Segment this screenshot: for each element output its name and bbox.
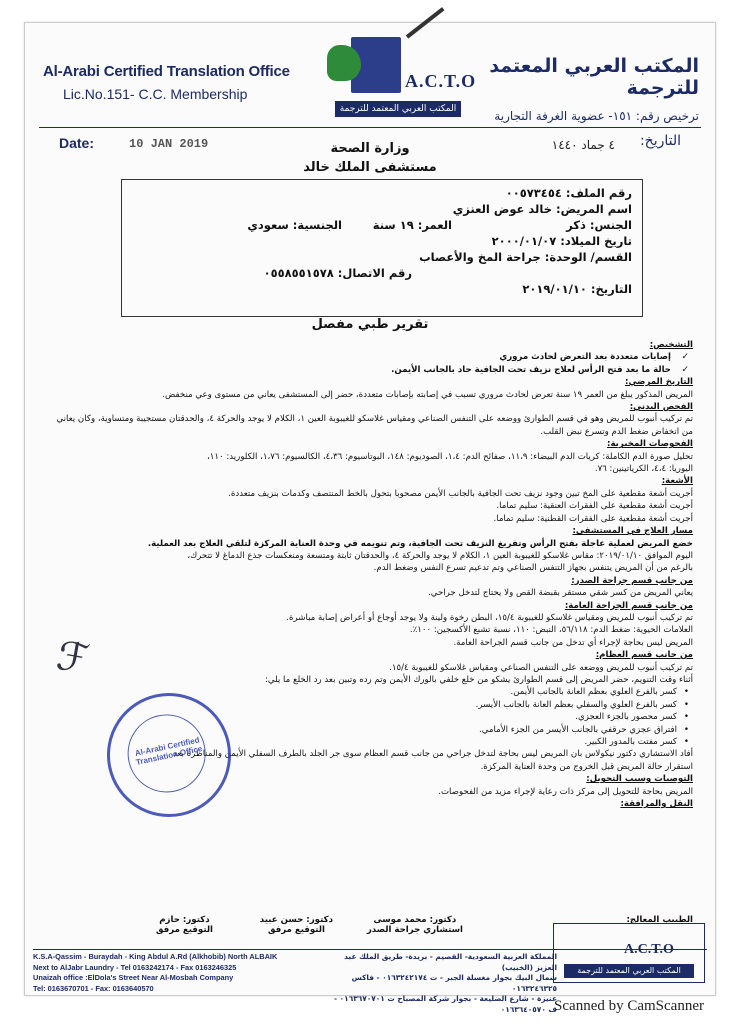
license-english: Lic.No.151- C.C. Membership — [63, 86, 248, 102]
patient-contact: رقم الاتصال: ٠٥٥٨٥٥١٥٧٨ — [263, 266, 412, 280]
handwritten-signature-mark: ℱ — [53, 632, 93, 684]
patient-info-box — [121, 179, 643, 317]
footer-en-line: Tel: 0163670701 - Fax: 0163640570 — [33, 983, 154, 993]
treating-doctor-label: الطبيب المعالج: — [626, 915, 693, 925]
office-name-arabic: المكتب العربي المعتمد للترجمة — [489, 55, 699, 99]
date-label-english: Date: — [59, 135, 95, 151]
course-text: اليوم الموافق ٢٠١٩/٠١/١٠: مقاس غلاسكو للغيبوبة العين ١، الكلام لا يوجد والحركة ٤، والحدقتان ثابتة ومتسعة ومنعكسات جذع الدماغ لا تتحرك، — [187, 550, 693, 561]
footer-en-line: K.S.A-Qassim - Buraydah - King Abdul A.Rd (Alkhobib) North ALBAIK — [33, 952, 278, 961]
exam-heading: الفحص البدني: — [629, 402, 693, 413]
orthopedics-text: أفاد الاستشاري دكتور نيكولاس بان المريض ليس بحاجة لتدخل جراحي من جانب قسم العظام سوى جر الجلد بالطرف السفلي الأيمن والمناظرة بعد — [172, 749, 693, 760]
diagnosis-heading: التشخيص: — [649, 340, 693, 350]
fracture-item: • افتراق عجزي حرقفي بالجانب الأيسر من الجزء الأمامي. — [47, 724, 693, 736]
diagnosis-item: ✓ حالة ما بعد فتح الرأس لعلاج نزيف تحت الجافية حاد بالجانب الأيمن. — [47, 364, 693, 376]
signature-block: دكتور: حازم التوقيع مرفق — [155, 915, 213, 935]
patient-gender: الجنس: ذكر — [566, 218, 632, 232]
logo-band: المكتب العربي المعتمد للترجمة — [335, 101, 461, 117]
logo-green-shape — [327, 45, 361, 81]
course-text: بالرغم من أن المريض يتنفس بجهاز التنفس الصناعي وتم تدعيم تسرع النفس وضغط الدم. — [373, 563, 693, 574]
doctor-title: دكتور — [309, 915, 333, 925]
history-text: المريض المذكور يبلغ من العمر ١٩ سنة تعرض لحادث مروري تسبب في إصابته بإصابات متعددة، حضر إلى المستشفى يعاني من مستوى وعي منخفض. — [162, 389, 693, 400]
footer-logo-stamp — [553, 923, 705, 983]
doctor-name: حازم — [159, 915, 180, 925]
license-arabic: ترخيص رقم: ١٥١- عضوية الغرفة التجارية — [494, 109, 699, 123]
doctor-name: محمد موسى — [373, 915, 427, 925]
doctor-name: حسن عبيد — [259, 915, 304, 925]
doctor-role: التوقيع مرفق — [267, 925, 325, 935]
footer-ar-line: المملكة العربية السعودية- القصيم - بريدة- طريق الملك عبد العزيز (الخبيب) — [344, 952, 557, 972]
general-surgery-text: تم تركيب أنبوب للمريض ومقياس غلاسكو للغيبوبة ١٥/٤، البطن رخوة ولينة ولا يوجد أوجاع أو أعراض إصابة مباشرة. — [286, 612, 693, 623]
footer-en-line: Unaizah office :ElDola's Street Near Al-Mosbah Company — [33, 973, 234, 982]
report-date: التاريخ: ٢٠١٩/٠١/١٠ — [522, 282, 632, 296]
signature-block: دكتور: محمد موسى استشاري جراحة الصدر — [366, 915, 463, 935]
fracture-item: • كسر بالفرع العلوي والسفلي بعظم العانة بالجانب الأيسر. — [47, 699, 693, 711]
doctor-role: التوقيع مرفق — [155, 925, 213, 935]
course-heading: مسار العلاج في المستشفى: — [572, 526, 693, 537]
patient-name: اسم المريض: خالد عوض العنزي — [452, 202, 632, 216]
radiology-text: أجريت أشعة مقطعية على المخ تبين وجود نزيف تحت الجافية بالجانب الأيمن مصحوبا بتحول بالخط المنتصف وكدمات بنزيف متعددة. — [228, 488, 693, 499]
footer-en-line: Next to AlJabr Laundry - Tel 0163242174 - Fax 0163246325 — [33, 962, 237, 972]
hospital-name: مستشفى الملك خالد — [303, 160, 437, 175]
history-heading: التاريخ المرضي: — [625, 377, 693, 388]
footer-english — [33, 952, 343, 994]
date-stamp: 10 JAN 2019 — [129, 137, 209, 151]
chest-surgery-text: يعاني المريض من كسر شقي مستقر بقبضة القص ولا يحتاج لتدخل جراحي. — [428, 588, 693, 599]
patient-age: العمر: ١٩ سنة — [372, 218, 452, 232]
radiology-text: أجريت أشعة مقطعية على الفقرات العنقية: سليم تماما. — [496, 501, 693, 512]
footer-arabic — [327, 952, 557, 1015]
transfer-heading: النقل والمرافقة: — [620, 799, 693, 810]
english-letterhead — [43, 63, 313, 102]
patient-dob: تاريخ الميلاد: ٢٠٠٠/٠١/٠٧ — [491, 234, 632, 248]
course-text: خضع المريض لعملية عاجلة بفتح الرأس وتفريغ النزيف تحت الجافية، وتم تنويمه في وحدة العناية المركزة لتلقي العلاج بعد العملية. — [147, 538, 693, 549]
footer-logo-acronym: A.C.T.O — [624, 942, 674, 957]
radiology-heading: الأشعة: — [661, 476, 693, 487]
orthopedics-heading: من جانب قسم العظام: — [595, 650, 693, 661]
signature-block: دكتور: حسن عبيد التوقيع مرفق — [259, 915, 333, 935]
general-surgery-heading: من جانب قسم الجراحة العامة: — [564, 600, 693, 611]
labs-text: اليوريا: ٤،٤، الكرياتينين: ٧٦. — [594, 464, 693, 475]
diagnosis-item: ✓ إصابات متعددة بعد التعرض لحادث مروري — [47, 351, 693, 363]
footer-logo-band: المكتب العربي المعتمد للترجمة — [564, 964, 694, 978]
labs-text: تحليل صورة الدم الكاملة: كريات الدم البيضاء: ١١،٩، صفائح الدم: ١،٤، الصوديوم: ١٤٨، البوتاسيوم: ٤،٣٦، الكالسيوم: ١،٧٦، الكلوريد: ١١٠، — [207, 451, 693, 462]
radiology-text: أجريت أشعة مقطعية على الفقرات القطنية: سليم تماما. — [493, 513, 693, 524]
general-surgery-text: العلامات الحيوية: ضغط الدم: ٥٦/١١٨، النبض: ١١٠، نسبة تشبع الأكسجين: ١٠٠٪. — [409, 625, 693, 636]
recommendations-heading: التوصيات وسبب التحويل: — [586, 774, 693, 785]
hijri-date: ٤ جماد ١٤٤٠ — [551, 138, 615, 152]
arabic-letterhead — [449, 55, 699, 123]
recommendations-text: المريض بحاجة للتحويل إلى مركز ذات رعاية لإجراء مزيد من الفحوصات. — [438, 786, 693, 797]
doctor-title: دكتور — [433, 915, 457, 925]
exam-text: تم تركيب أنبوب للمريض وهو في قسم الطوارئ ووضعه على التنفس الصناعي ومقياس غلاسكو للغيبوبة العين ١، الكلام لا يوجد والحركة ٤، والحدقتان مستجيبة ومتساوية، وكان يعاني من انخفاض ضغط الدم وتسرع نبض القلب. — [56, 414, 693, 437]
seal-text: Al-Arabi Certified Translation Office — [134, 735, 204, 767]
chest-surgery-heading: من جانب قسم جراحة الصدر: — [571, 575, 693, 586]
orthopedics-text: أثناء وقت التنويم، حضر المريض إلى قسم الطوارئ يشكو من خلع خلفي بالورك الأيمن وتم رده وتبين بعد رد الخلع ما يلي: — [265, 674, 693, 685]
orthopedics-text: استقرار حالة المريض قبل الخروج من وحدة العناية المركزة. — [480, 761, 693, 772]
patient-department: القسم/ الوحدة: جراحة المخ والأعصاب — [419, 250, 632, 264]
fracture-item: • كسر مفتت بالمدور الكبير. — [47, 736, 693, 748]
ministry-name: وزارة الصحة — [330, 141, 410, 156]
report-title: تقرير طبي مفصل — [311, 317, 429, 332]
footer-ar-line: عنيزة - شارع الضليعة - بجوار شركة المصباح ت ٠١٦٣٦٧٠٧٠١ - ف ٠١٦٣٦٤٠٥٧٠ — [334, 994, 557, 1014]
office-name-english: Al-Arabi Certified Translation Office — [43, 63, 290, 80]
fracture-item: • كسر محصور بالجزء العجزي. — [47, 711, 693, 723]
doctor-title: دكتور — [186, 915, 210, 925]
scanner-watermark: Scanned by CamScanner — [554, 998, 704, 1014]
footer-ar-line: شمال البيك بجوار مغسلة الجبر - ت ٠١٦٣٢٤٢١٧٤ - فاكس ٠١٦٣٢٤٦٣٢٥ — [351, 973, 557, 993]
file-number: رقم الملف: ٠٠٥٧٣٤٥٤ — [505, 186, 632, 200]
date-label-arabic: التاريخ: — [639, 133, 681, 149]
orthopedics-text: تم تركيب أنبوب للمريض ووضعه على التنفس الصناعي ومقياس غلاسكو للغيبوبة ١٥/٤. — [389, 662, 693, 673]
logo-acronym: A.C.T.O — [405, 71, 477, 91]
general-surgery-text: المريض ليس بحاجة لإجراء أي تدخل من جانب قسم الجراحة العامة. — [453, 637, 693, 648]
pen-icon — [406, 7, 445, 38]
fracture-item: • كسر بالفرع العلوي بعظم العانة بالجانب الأيمن. — [47, 686, 693, 698]
doctor-role: استشاري جراحة الصدر — [366, 925, 463, 935]
patient-nationality: الجنسية: سعودي — [247, 218, 342, 232]
header-divider — [39, 127, 701, 128]
labs-heading: الفحوصات المخبرية: — [607, 439, 693, 450]
